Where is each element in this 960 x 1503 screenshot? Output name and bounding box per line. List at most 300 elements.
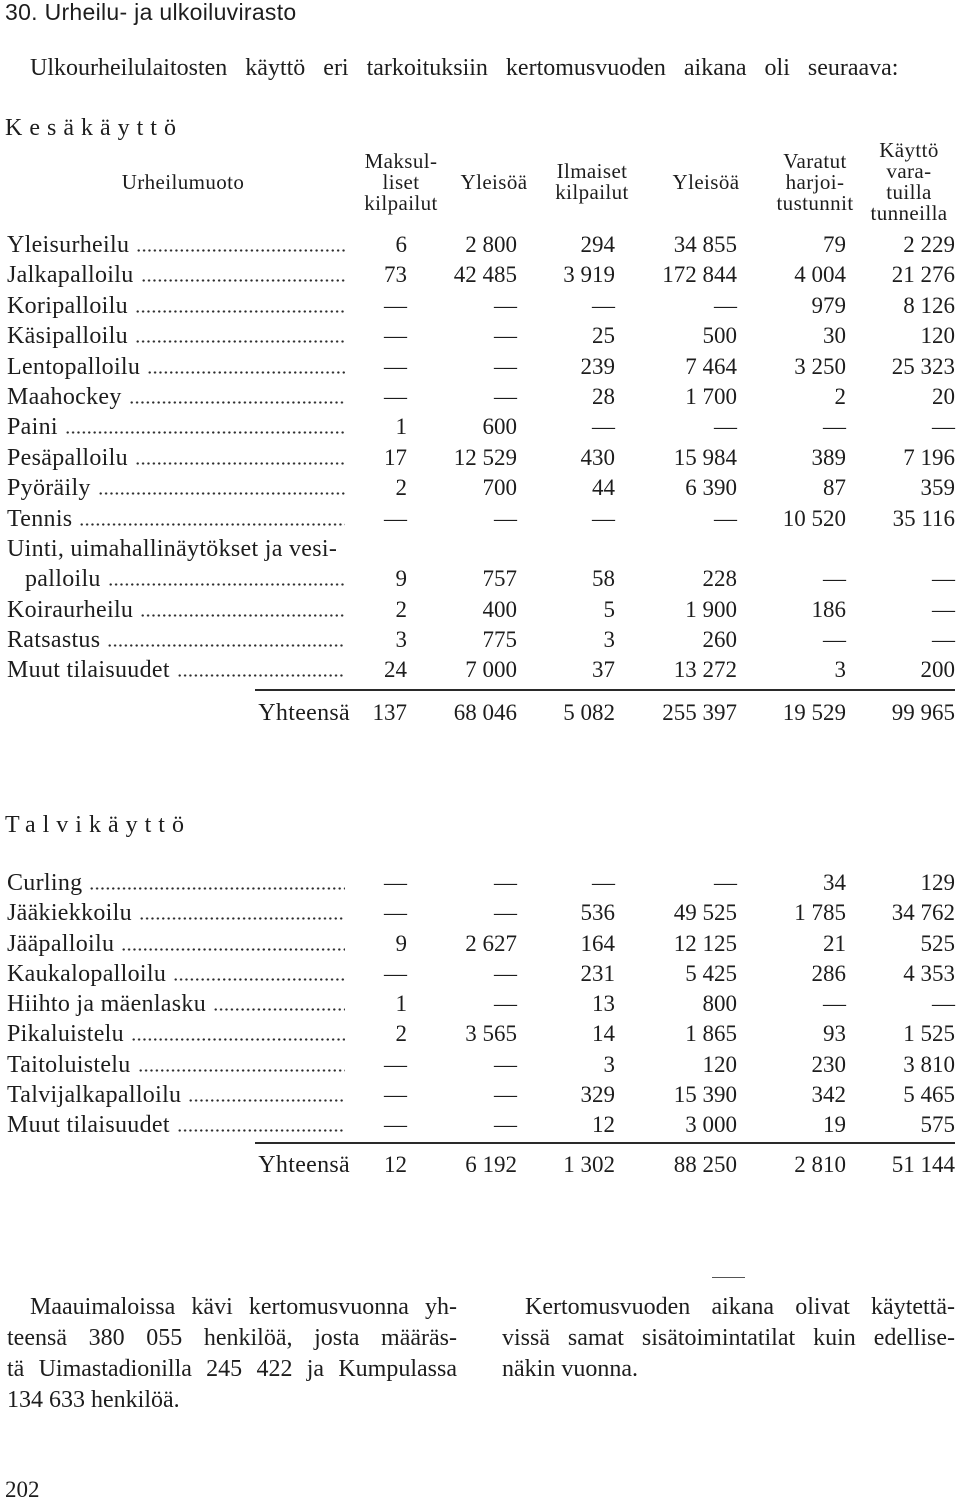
row-label-line: [7, 473, 347, 503]
value-use-of-reserved-hours: 21 276: [891, 262, 955, 288]
value-free-competitions: 430: [580, 444, 615, 470]
value-free-competitions: 28: [592, 383, 615, 409]
value-use-of-reserved-hours: 8 126: [903, 292, 955, 318]
row-label-text: palloilu: [25, 566, 101, 593]
total-value-reserved-hours: 2 810: [794, 1152, 846, 1177]
value-paid-competitions: —: [384, 1051, 407, 1077]
note-line: Maauimaloissa kävi kertomusvuonna yh-: [30, 1294, 457, 1320]
value-reserved-hours: —: [823, 566, 846, 592]
leader-dots: [213, 1008, 345, 1011]
value-spectators-free: 15 984: [673, 444, 737, 470]
row-label-line: [7, 443, 347, 473]
table-row: [0, 352, 960, 382]
value-spectators-paid: 600: [482, 414, 517, 440]
column-header-line: liset: [382, 169, 420, 194]
note-line: 134 633 henkilöä.: [7, 1387, 180, 1413]
row-label-line: [7, 260, 347, 290]
value-spectators-free: 3 000: [685, 1112, 737, 1137]
value-use-of-reserved-hours: 25 323: [891, 353, 955, 379]
row-label-text: Käsipalloilu: [7, 323, 128, 350]
value-spectators-paid: 775: [482, 627, 517, 653]
leader-dots: [65, 431, 345, 434]
row-label: [7, 382, 347, 412]
total-value-use-of-reserved-hours: 99 965: [891, 700, 955, 725]
row-label: [7, 504, 347, 534]
value-paid-competitions: 2: [395, 596, 407, 622]
table-row: [0, 655, 960, 685]
value-spectators-free: 34 855: [673, 232, 737, 257]
total-rule: [255, 689, 955, 691]
leader-dots: [135, 462, 345, 465]
note-paragraph-indoor-facilities: [502, 1292, 955, 1385]
value-paid-competitions: 17: [384, 444, 407, 470]
value-reserved-hours: 21: [823, 930, 846, 956]
row-label-text: Yleisurheilu: [7, 232, 130, 258]
value-spectators-paid: 7 000: [465, 657, 517, 683]
table-row: [0, 1050, 960, 1080]
row-label: [7, 352, 347, 382]
row-label-text: Maahockey: [7, 383, 122, 410]
value-use-of-reserved-hours: 3 810: [903, 1051, 955, 1077]
value-spectators-free: 1 700: [685, 383, 737, 409]
row-label: [7, 321, 347, 351]
leader-dots: [89, 887, 345, 890]
value-spectators-free: —: [714, 414, 737, 440]
total-value-spectators-free: 88 250: [673, 1152, 737, 1177]
value-reserved-hours: 87: [823, 475, 846, 501]
value-free-competitions: —: [592, 870, 615, 895]
row-label-text: Lentopalloilu: [7, 353, 141, 380]
total-rule: [255, 1142, 955, 1144]
value-free-competitions: 3: [603, 627, 615, 653]
value-paid-competitions: 3: [395, 627, 407, 653]
table-row: [0, 382, 960, 412]
row-label-text: Jalkapalloilu: [7, 262, 134, 289]
value-free-competitions: 37: [592, 657, 615, 683]
separator-rule: [712, 1277, 745, 1278]
winter-usage-table: [0, 868, 960, 1140]
leader-dots: [138, 1069, 345, 1072]
value-reserved-hours: 3: [834, 657, 846, 683]
row-label-text: Paini: [7, 414, 58, 441]
value-paid-competitions: 1: [395, 991, 407, 1016]
value-spectators-free: 260: [702, 627, 737, 653]
row-label-text: Jääpalloilu: [7, 930, 115, 957]
total-value-paid-competitions: 12: [384, 1152, 407, 1177]
value-spectators-paid: —: [494, 991, 517, 1016]
value-reserved-hours: 10 520: [782, 505, 846, 531]
value-free-competitions: 25: [592, 323, 615, 349]
row-label-line: [7, 625, 347, 655]
value-use-of-reserved-hours: 359: [920, 475, 955, 501]
row-label: [7, 989, 347, 1019]
value-paid-competitions: 9: [395, 930, 407, 956]
leader-dots: [135, 310, 345, 313]
value-spectators-paid: —: [494, 353, 517, 379]
column-header-line: Ilmaiset: [556, 159, 628, 183]
value-spectators-paid: 2 800: [465, 232, 517, 257]
value-spectators-free: 7 464: [685, 353, 737, 379]
value-use-of-reserved-hours: 129: [920, 870, 955, 895]
row-label-text: Pikaluistelu: [7, 1021, 124, 1048]
value-free-competitions: 231: [580, 960, 615, 986]
value-use-of-reserved-hours: —: [932, 991, 955, 1016]
total-row: [0, 698, 960, 728]
row-label-line: [7, 564, 347, 594]
table-row: [0, 595, 960, 625]
value-free-competitions: 329: [580, 1081, 615, 1107]
value-use-of-reserved-hours: 525: [920, 930, 955, 956]
row-label-line: [7, 352, 347, 382]
row-label: [7, 1019, 347, 1049]
value-free-competitions: 13: [592, 991, 615, 1016]
value-spectators-free: —: [714, 505, 737, 531]
value-reserved-hours: 19: [823, 1112, 846, 1137]
row-label-line: [7, 1050, 347, 1080]
value-reserved-hours: 286: [811, 960, 846, 986]
note-line: Kertomusvuoden aikana olivat käytettä-: [525, 1294, 955, 1320]
value-spectators-paid: —: [494, 505, 517, 531]
total-value-free-competitions: 5 082: [563, 700, 615, 725]
total-value-spectators-paid: 68 046: [453, 700, 517, 725]
table-row: [0, 959, 960, 989]
row-label-line: [7, 959, 347, 989]
value-reserved-hours: —: [823, 414, 846, 440]
value-free-competitions: 12: [592, 1112, 615, 1137]
column-header-line: Urheilumuoto: [121, 169, 245, 194]
table-row: [0, 1019, 960, 1049]
total-value-use-of-reserved-hours: 51 144: [891, 1152, 955, 1177]
row-label: [7, 1050, 347, 1080]
value-use-of-reserved-hours: 4 353: [903, 960, 955, 986]
row-label-line: [7, 655, 347, 685]
table-row: [0, 412, 960, 442]
column-header-free-competitions: [547, 138, 637, 226]
row-label-text: Muut tilaisuudet: [7, 657, 170, 684]
row-label: [7, 595, 347, 625]
row-label: [7, 534, 347, 595]
value-spectators-paid: 2 627: [465, 930, 517, 956]
value-paid-competitions: —: [384, 900, 407, 926]
row-label-line: [7, 230, 347, 260]
value-spectators-free: 49 525: [673, 900, 737, 926]
value-use-of-reserved-hours: —: [932, 414, 955, 440]
value-spectators-paid: —: [494, 323, 517, 349]
value-paid-competitions: —: [384, 1112, 407, 1137]
leader-dots: [129, 401, 345, 404]
value-spectators-free: 12 125: [673, 930, 737, 956]
value-free-competitions: 58: [592, 566, 615, 592]
summer-usage-table: [0, 230, 960, 686]
row-label-line: [7, 989, 347, 1019]
column-header-spectators-paid: [449, 138, 539, 226]
value-free-competitions: —: [592, 505, 615, 531]
value-free-competitions: 3 919: [563, 262, 615, 288]
value-use-of-reserved-hours: —: [932, 566, 955, 592]
note-line: tä Uimastadionilla 245 422 ja Kumpulassa: [7, 1356, 457, 1382]
value-free-competitions: 536: [580, 900, 615, 926]
row-label: [7, 1110, 347, 1140]
value-spectators-free: 15 390: [673, 1081, 737, 1107]
value-spectators-paid: —: [494, 1081, 517, 1107]
value-paid-competitions: 1: [395, 414, 407, 440]
column-header-line: tustunnit: [776, 190, 854, 215]
value-reserved-hours: 93: [823, 1021, 846, 1047]
total-value-spectators-free: 255 397: [662, 700, 737, 725]
leader-dots: [188, 1099, 345, 1102]
value-use-of-reserved-hours: —: [932, 596, 955, 622]
leader-dots: [139, 917, 345, 920]
leader-dots: [173, 978, 345, 981]
value-use-of-reserved-hours: 35 116: [892, 505, 955, 531]
value-reserved-hours: 79: [823, 232, 846, 257]
total-value-reserved-hours: 19 529: [782, 700, 846, 725]
value-spectators-free: 6 390: [685, 475, 737, 501]
value-spectators-free: —: [714, 870, 737, 895]
value-use-of-reserved-hours: 1 525: [903, 1021, 955, 1047]
column-header-line: Varatut: [783, 148, 847, 173]
section-title-summer: Kesäkäyttö: [5, 115, 183, 141]
value-spectators-free: 172 844: [662, 262, 737, 288]
value-free-competitions: 5: [603, 596, 615, 622]
column-header-line: kilpailut: [555, 180, 629, 204]
value-reserved-hours: —: [823, 627, 846, 653]
total-label: Yhteensä: [258, 1152, 350, 1178]
value-spectators-free: 500: [702, 323, 737, 349]
note-line: näkin vuonna.: [502, 1356, 638, 1382]
note-line: vissä samat sisätoimintatilat kuin edellise-: [502, 1325, 955, 1351]
row-label-line: [7, 291, 347, 321]
leader-dots: [136, 249, 345, 252]
total-value-free-competitions: 1 302: [563, 1152, 615, 1177]
intro-text: Ulkourheilulaitosten käyttö eri tarkoituksiin kertomusvuoden aikana oli seuraava:: [30, 55, 899, 81]
row-label: [7, 443, 347, 473]
leader-dots: [177, 674, 345, 677]
value-use-of-reserved-hours: —: [932, 627, 955, 653]
column-header-line: Maksul-: [364, 148, 438, 173]
row-label-line: [7, 382, 347, 412]
row-label-text: Tennis: [7, 505, 73, 532]
value-spectators-free: 120: [702, 1051, 737, 1077]
value-spectators-paid: —: [494, 1112, 517, 1137]
value-paid-competitions: 2: [395, 1021, 407, 1047]
row-label: [7, 625, 347, 655]
leader-dots: [135, 340, 345, 343]
row-label-text: Pesäpalloilu: [7, 444, 128, 471]
value-spectators-free: —: [714, 292, 737, 318]
value-spectators-free: 5 425: [685, 960, 737, 986]
value-paid-competitions: —: [384, 383, 407, 409]
column-header-line: kilpailut: [364, 190, 438, 215]
row-label-text: Koiraurheilu: [7, 596, 134, 623]
row-label: [7, 473, 347, 503]
table-row: [0, 868, 960, 898]
value-use-of-reserved-hours: 200: [920, 657, 955, 683]
table-row: [0, 504, 960, 534]
value-paid-competitions: 6: [395, 232, 407, 257]
row-label-text: Curling: [7, 870, 83, 896]
row-label-line: [7, 412, 347, 442]
value-free-competitions: 294: [580, 232, 615, 257]
value-paid-competitions: 24: [384, 657, 407, 683]
column-header-line: tuilla: [886, 180, 932, 204]
row-label-line: [7, 504, 347, 534]
leader-dots: [98, 492, 345, 495]
table-row: [0, 625, 960, 655]
value-spectators-paid: —: [494, 960, 517, 986]
leader-dots: [108, 583, 345, 586]
value-free-competitions: 164: [580, 930, 615, 956]
value-spectators-paid: —: [494, 292, 517, 318]
note-line: teensä 380 055 henkilöä, josta määräs-: [7, 1325, 457, 1351]
total-label: Yhteensä: [258, 700, 350, 726]
row-label-text: Koripalloilu: [7, 292, 128, 319]
value-spectators-paid: 3 565: [465, 1021, 517, 1047]
row-label-line: [7, 1080, 347, 1110]
leader-dots: [140, 614, 345, 617]
value-spectators-free: 1 865: [685, 1021, 737, 1047]
table-row: [0, 534, 960, 595]
column-header-spectators-free: [661, 138, 751, 226]
table-row: [0, 443, 960, 473]
value-paid-competitions: —: [384, 323, 407, 349]
column-header-line: harjoi-: [785, 169, 845, 194]
table-row: [0, 989, 960, 1019]
row-label: [7, 898, 347, 928]
value-spectators-paid: —: [494, 383, 517, 409]
row-label-text: Hiihto ja mäenlasku: [7, 991, 206, 1017]
value-reserved-hours: 389: [811, 444, 846, 470]
table-row: [0, 898, 960, 928]
column-header-paid-competitions: [356, 138, 446, 226]
value-free-competitions: 239: [580, 353, 615, 379]
total-row: [0, 1150, 960, 1180]
value-reserved-hours: 4 004: [794, 262, 846, 288]
value-use-of-reserved-hours: 575: [920, 1112, 955, 1137]
value-spectators-free: 1 900: [685, 596, 737, 622]
value-spectators-paid: 12 529: [453, 444, 517, 470]
table-row: [0, 321, 960, 351]
column-header-line: Yleisöä: [672, 169, 740, 194]
value-paid-competitions: 73: [384, 262, 407, 288]
value-free-competitions: 44: [592, 475, 615, 501]
value-reserved-hours: 186: [811, 596, 846, 622]
row-label: [7, 412, 347, 442]
row-label-text: Uinti, uimahallinäytökset ja vesi-: [7, 535, 338, 562]
value-spectators-paid: 42 485: [453, 262, 517, 288]
value-paid-competitions: —: [384, 353, 407, 379]
value-reserved-hours: —: [823, 991, 846, 1016]
value-paid-competitions: —: [384, 292, 407, 318]
note-paragraph-outdoor-pools: [7, 1292, 457, 1416]
value-reserved-hours: 2: [834, 383, 846, 409]
value-reserved-hours: 3 250: [794, 353, 846, 379]
value-spectators-paid: 700: [482, 475, 517, 501]
column-header-line: Käyttö: [879, 138, 939, 162]
row-label-text: Kaukalopalloilu: [7, 960, 167, 987]
table-row: [0, 473, 960, 503]
row-label-text: Ratsastus: [7, 627, 101, 654]
value-reserved-hours: 230: [811, 1051, 846, 1077]
row-label-line: [7, 929, 347, 959]
value-paid-competitions: —: [384, 505, 407, 531]
leader-dots: [121, 948, 345, 951]
table-row: [0, 1080, 960, 1110]
row-label-text: Talvijalkapalloilu: [7, 1081, 182, 1108]
value-spectators-paid: —: [494, 1051, 517, 1077]
row-label: [7, 655, 347, 685]
value-reserved-hours: 30: [823, 323, 846, 349]
row-label: [7, 260, 347, 290]
leader-dots: [177, 1129, 345, 1132]
column-header-reserved-training-hours: [765, 138, 865, 226]
value-free-competitions: 14: [592, 1021, 615, 1047]
column-header-use-of-reserved-hours: [864, 138, 954, 226]
row-label-line: [7, 1110, 347, 1140]
row-label-text: Muut tilaisuudet: [7, 1112, 170, 1138]
value-use-of-reserved-hours: 120: [920, 323, 955, 349]
value-spectators-free: 13 272: [673, 657, 737, 683]
table-row: [0, 929, 960, 959]
value-free-competitions: —: [592, 414, 615, 440]
value-spectators-paid: —: [494, 870, 517, 895]
value-paid-competitions: —: [384, 960, 407, 986]
page-header-title: 30. Urheilu- ja ulkoiluvirasto: [5, 0, 297, 25]
value-spectators-free: 228: [702, 566, 737, 592]
table-row: [0, 1110, 960, 1140]
value-use-of-reserved-hours: 20: [932, 383, 955, 409]
row-label-text: Taitoluistelu: [7, 1051, 131, 1078]
row-label-line: [7, 321, 347, 351]
row-label: [7, 929, 347, 959]
leader-dots: [131, 1038, 345, 1041]
total-value-paid-competitions: 137: [372, 700, 407, 725]
table-row: [0, 260, 960, 290]
row-label-line: [7, 534, 347, 564]
row-label-text: Pyöräily: [7, 475, 91, 502]
leader-dots: [147, 371, 345, 374]
value-paid-competitions: 2: [395, 475, 407, 501]
total-value-spectators-paid: 6 192: [465, 1152, 517, 1177]
value-reserved-hours: 34: [823, 870, 846, 895]
leader-dots: [107, 644, 345, 647]
row-label: [7, 291, 347, 321]
row-label: [7, 230, 347, 260]
column-header-line: tunneilla: [870, 201, 948, 225]
value-use-of-reserved-hours: 34 762: [891, 900, 955, 926]
leader-dots: [141, 279, 345, 282]
value-paid-competitions: —: [384, 1081, 407, 1107]
section-title-winter: Talvikäyttö: [5, 812, 191, 838]
value-use-of-reserved-hours: 7 196: [903, 444, 955, 470]
value-reserved-hours: 342: [811, 1081, 846, 1107]
value-use-of-reserved-hours: 2 229: [903, 232, 955, 257]
table-row: [0, 230, 960, 260]
value-spectators-paid: 757: [482, 566, 517, 592]
page-number: 202: [5, 1477, 40, 1502]
value-paid-competitions: 9: [395, 566, 407, 592]
value-reserved-hours: 1 785: [794, 900, 846, 926]
leader-dots: [79, 523, 345, 526]
value-use-of-reserved-hours: 5 465: [903, 1081, 955, 1107]
column-header-sport: [100, 138, 266, 226]
value-spectators-paid: 400: [482, 596, 517, 622]
value-spectators-free: 800: [702, 991, 737, 1016]
value-spectators-paid: —: [494, 900, 517, 926]
column-header-line: vara-: [886, 159, 932, 183]
table-row: [0, 291, 960, 321]
value-free-competitions: —: [592, 292, 615, 318]
